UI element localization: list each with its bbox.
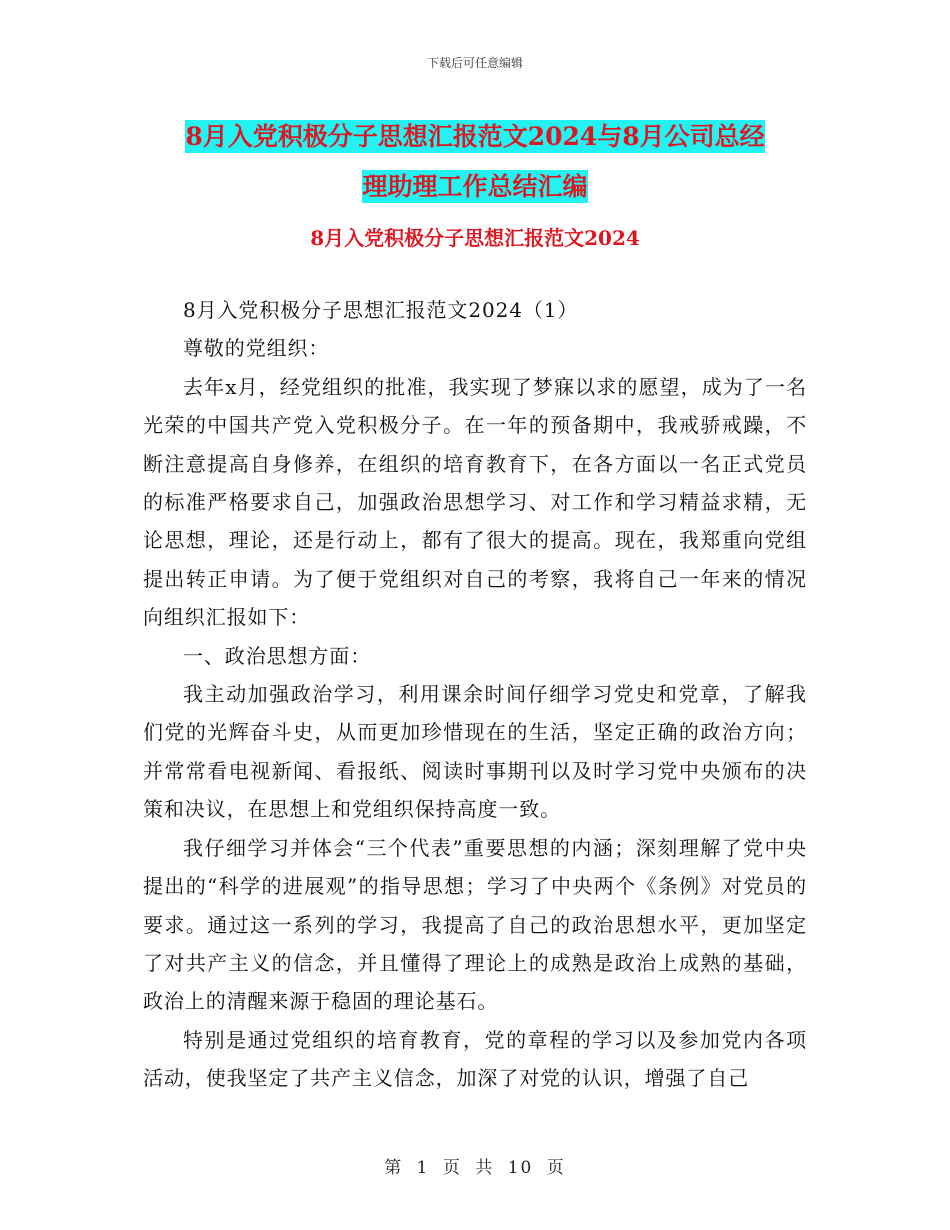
paragraph: 特别是通过党组织的培育教育，党的章程的学习以及参加党内各项活动，使我坚定了共产主义信念，加深了对党的认识，增强了自己: [143, 1027, 807, 1091]
document-body: [143, 291, 807, 1098]
paragraph-salutation: 尊敬的党组织：: [183, 336, 330, 361]
paragraph-subtitle: 8月入党积极分子思想汇报范文2024（1）: [183, 298, 579, 322]
paragraph-heading: 一、政治思想方面：: [183, 643, 372, 668]
title-line-2: 理助理工作总结汇编: [362, 172, 588, 201]
section-title: 8月入党积极分子思想汇报范文2024: [310, 226, 640, 250]
header-note: 下载后可任意编辑: [426, 56, 523, 70]
page-footer: 第 1 页 共 10 页: [384, 1158, 566, 1178]
title-line-1: 8月入党积极分子思想汇报范文2024与8月公司总经: [185, 122, 765, 151]
paragraph: 我主动加强政治学习，利用课余时间仔细学习党史和党章，了解我们党的光辉奋斗史，从而更加珍惜现在的生活，坚定正确的政治方向；并常常看电视新闻、看报纸、阅读时事期刊以及时学习党中央颁布的决策和决议，在思想上和党组织保持高度一致。: [143, 682, 807, 822]
paragraph: 去年x月，经党组织的批准，我实现了梦寐以求的愿望，成为了一名光荣的中国共产党入党积极分子。在一年的预备期中，我戒骄戒躁，不断注意提高自身修养，在组织的培育教育下，在各方面以一名正式党员的标准严格要求自己，加强政治思想学习、对工作和学习精益求精，无论思想，理论，还是行动上，都有了很大的提高。现在，我郑重向党组提出转正申请。为了便于党组织对自己的考察，我将自己一年来的情况向组织汇报如下：: [143, 374, 807, 630]
document-title: [130, 112, 820, 212]
paragraph: 我仔细学习并体会“三个代表”重要思想的内涵；深刻理解了党中央提出的“科学的进展观”的指导思想；学习了中央两个《条例》对党员的要求。通过这一系列的学习，我提高了自己的政治思想水平，更加坚定了对共产主义的信念，并且懂得了理论上的成熟是政治上成熟的基础，政治上的清醒来源于稳固的理论基石。: [143, 835, 807, 1014]
